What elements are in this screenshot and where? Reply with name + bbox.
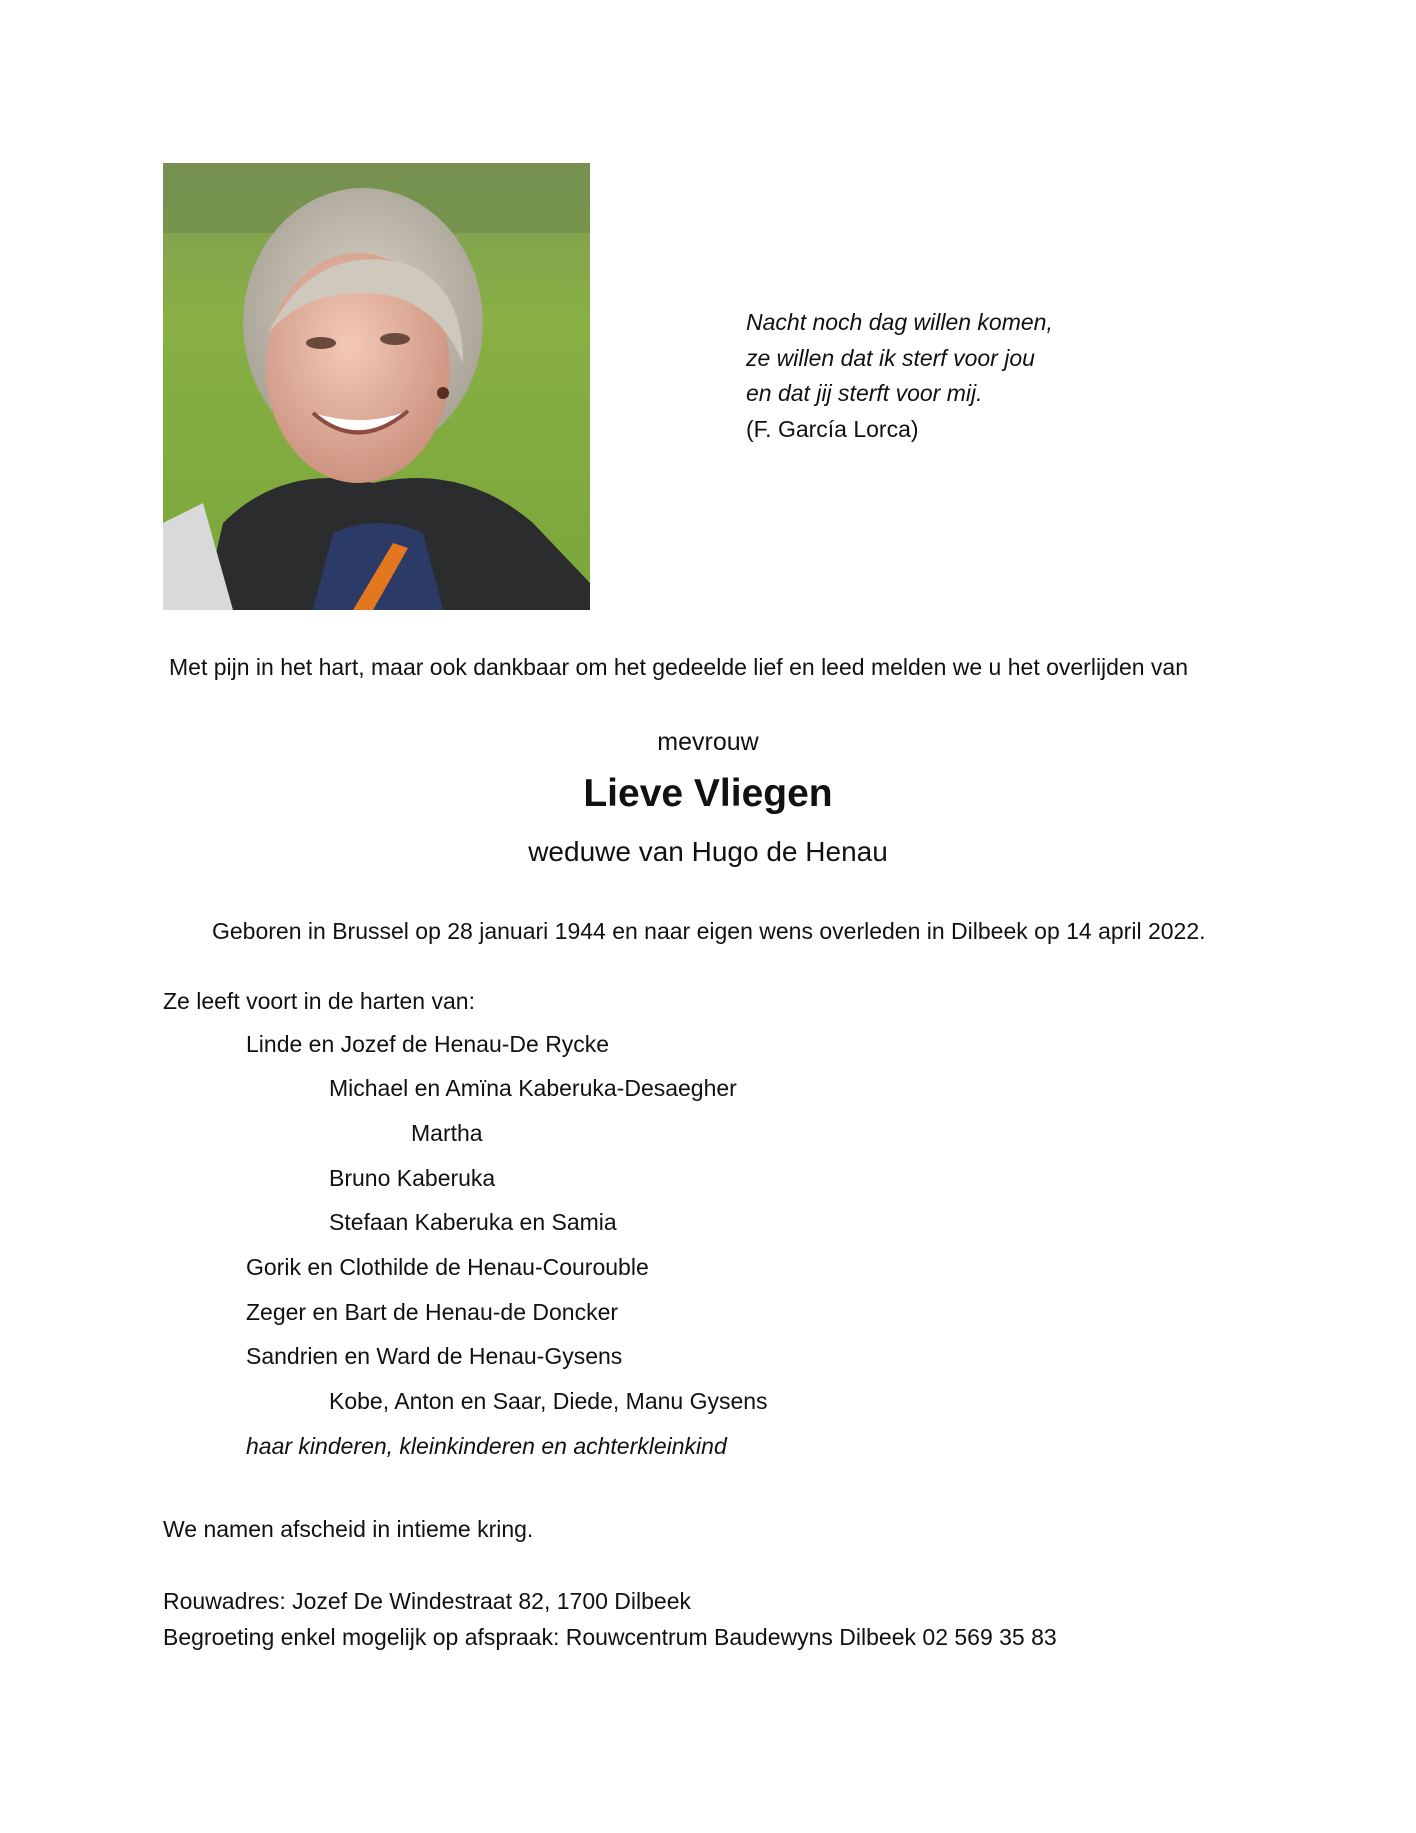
list-item: Linde en Jozef de Henau-De Rycke xyxy=(246,1031,610,1057)
announcement-intro: Met pijn in het hart, maar ook dankbaar om het gedeelde lief en leed melden we u het overlijden van xyxy=(169,654,1189,680)
portrait-photo xyxy=(163,163,590,610)
list-item: Michael en Amïna Kaberuka-Desaegher xyxy=(329,1075,737,1101)
list-item: Kobe, Anton en Saar, Diede, Manu Gysens xyxy=(329,1388,768,1414)
survived-by-heading: Ze leeft voort in de harten van: xyxy=(163,988,475,1014)
list-item: Sandrien en Ward de Henau-Gysens xyxy=(246,1343,623,1369)
list-item: Zeger en Bart de Henau-de Doncker xyxy=(246,1299,619,1325)
honorific: mevrouw xyxy=(657,728,759,756)
list-item: Gorik en Clothilde de Henau-Courouble xyxy=(246,1254,649,1280)
poem-line: Nacht noch dag willen komen, xyxy=(746,309,1053,335)
list-item: Stefaan Kaberuka en Samia xyxy=(329,1209,617,1235)
farewell-line: We namen afscheid in intieme kring. xyxy=(163,1516,534,1542)
visit-info: Begroeting enkel mogelijk op afspraak: Rouwcentrum Baudewyns Dilbeek 02 569 35 83 xyxy=(163,1624,1057,1650)
portrait-photo-icon xyxy=(163,163,590,610)
birth-death-line: Geboren in Brussel op 28 januari 1944 en naar eigen wens overleden in Dilbeek op 14 april 2022. xyxy=(212,918,1206,944)
poem-line: ze willen dat ik sterf voor jou xyxy=(746,344,1035,371)
poem-author: (F. García Lorca) xyxy=(746,415,919,442)
list-item: Martha xyxy=(411,1120,483,1146)
poem-line: en dat jij sterft voor mij. xyxy=(746,380,983,406)
widow-line: weduwe van Hugo de Henau xyxy=(528,836,888,867)
deceased-name: Lieve Vliegen xyxy=(583,772,833,815)
mourning-address: Rouwadres: Jozef De Windestraat 82, 1700 Dilbeek xyxy=(163,1588,692,1614)
poem-quote xyxy=(746,305,1053,447)
list-item: Bruno Kaberuka xyxy=(329,1165,496,1191)
family-summary: haar kinderen, kleinkinderen en achterkleinkind xyxy=(246,1433,727,1459)
